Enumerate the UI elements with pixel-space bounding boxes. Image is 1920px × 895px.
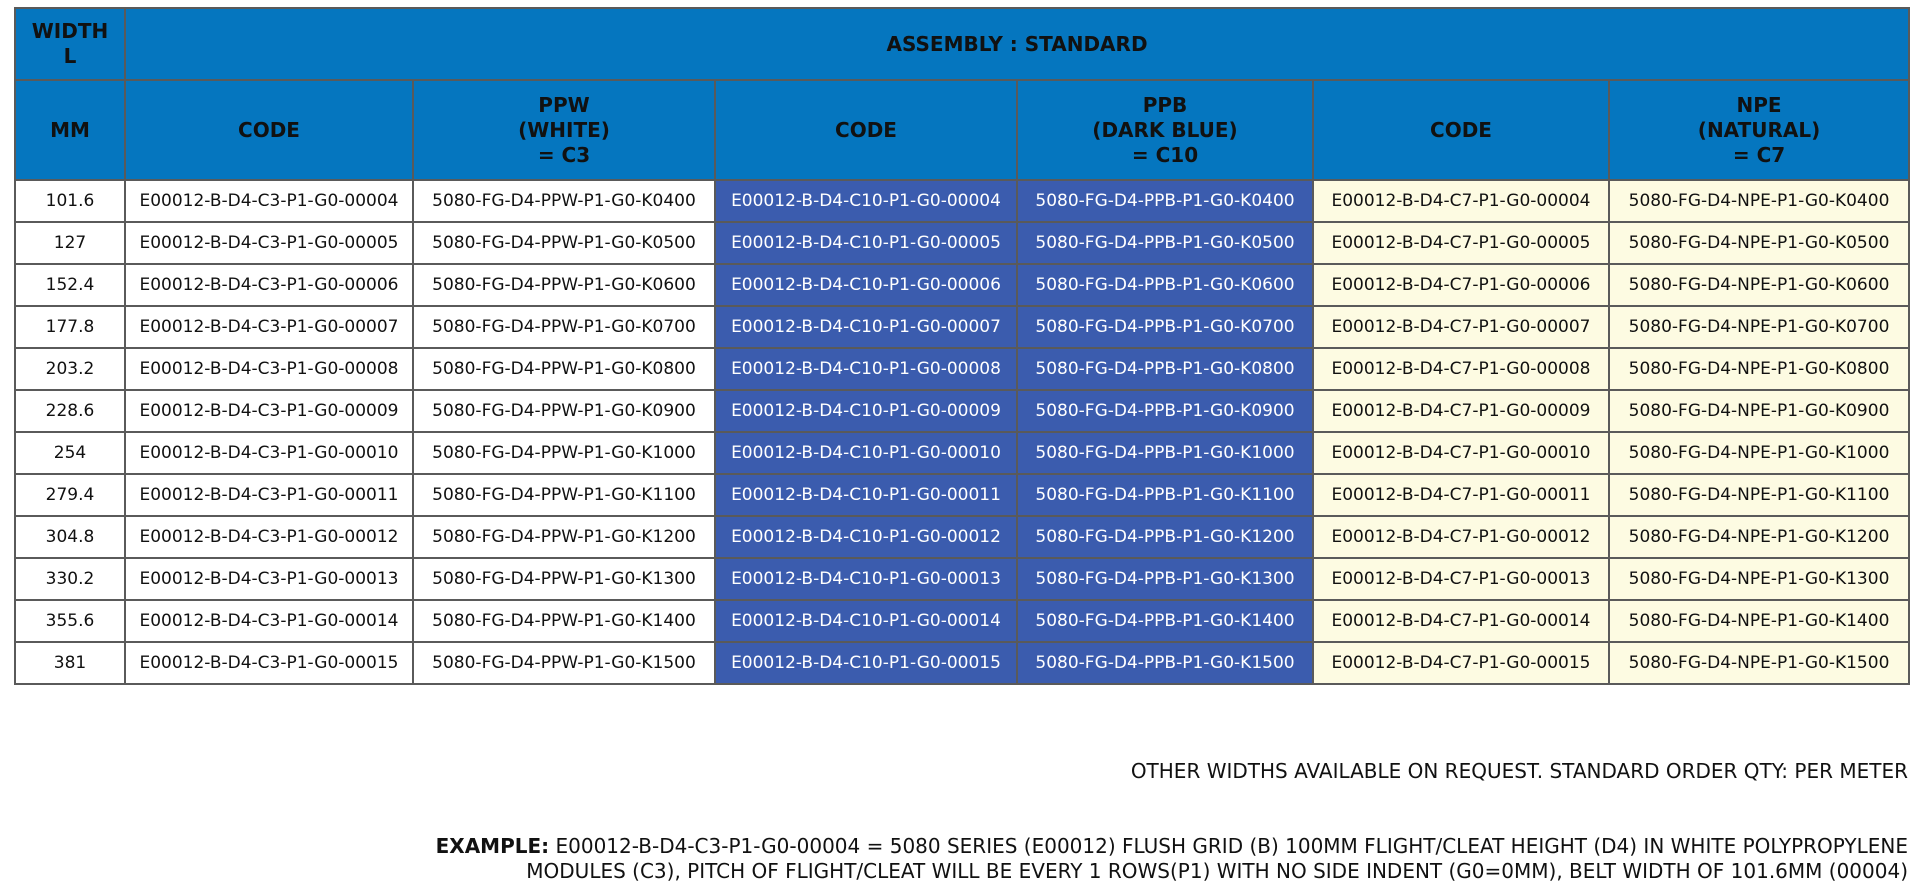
table-row	[15, 558, 1909, 600]
npe-part-cell: 5080-FG-D4-NPE-P1-G0-K1200	[1609, 516, 1909, 558]
npe-part-cell: 5080-FG-D4-NPE-P1-G0-K0400	[1609, 180, 1909, 222]
width-mm-cell: 381	[15, 642, 125, 684]
npe-part-cell: 5080-FG-D4-NPE-P1-G0-K1100	[1609, 474, 1909, 516]
ppb-part-cell: 5080-FG-D4-PPB-P1-G0-K1200	[1017, 516, 1313, 558]
npe-code-header: CODE	[1313, 80, 1609, 180]
width-header: WIDTH L	[15, 8, 125, 80]
ppw-code-cell: E00012-B-D4-C3-P1-G0-00015	[125, 642, 413, 684]
example-line-2: MODULES (C3), PITCH OF FLIGHT/CLEAT WILL BE EVERY 1 ROWS(P1) WITH NO SIDE INDENT (G0=0MM), BELT WIDTH OF 101.6MM (00004)	[526, 859, 1908, 883]
width-mm-cell: 101.6	[15, 180, 125, 222]
ppw-code-cell: E00012-B-D4-C3-P1-G0-00013	[125, 558, 413, 600]
npe-code-cell: E00012-B-D4-C7-P1-G0-00005	[1313, 222, 1609, 264]
npe-part-cell: 5080-FG-D4-NPE-P1-G0-K0500	[1609, 222, 1909, 264]
header-row-top	[15, 8, 1909, 80]
header-row-columns	[15, 80, 1909, 180]
ppb-part-cell: 5080-FG-D4-PPB-P1-G0-K0600	[1017, 264, 1313, 306]
table-row	[15, 264, 1909, 306]
table-row	[15, 474, 1909, 516]
ppb-part-cell: 5080-FG-D4-PPB-P1-G0-K1100	[1017, 474, 1313, 516]
ppb-code-cell: E00012-B-D4-C10-P1-G0-00004	[715, 180, 1017, 222]
npe-code-cell: E00012-B-D4-C7-P1-G0-00014	[1313, 600, 1609, 642]
npe-part-cell: 5080-FG-D4-NPE-P1-G0-K1400	[1609, 600, 1909, 642]
ppb-part-cell: 5080-FG-D4-PPB-P1-G0-K1000	[1017, 432, 1313, 474]
table-row	[15, 432, 1909, 474]
table-row	[15, 348, 1909, 390]
ppw-part-cell: 5080-FG-D4-PPW-P1-G0-K1400	[413, 600, 715, 642]
npe-header: NPE (NATURAL) = C7	[1609, 80, 1909, 180]
example-note	[58, 834, 1908, 884]
mm-header: MM	[15, 80, 125, 180]
ppb-code-cell: E00012-B-D4-C10-P1-G0-00011	[715, 474, 1017, 516]
npe-part-cell: 5080-FG-D4-NPE-P1-G0-K0900	[1609, 390, 1909, 432]
ppw-code-cell: E00012-B-D4-C3-P1-G0-00014	[125, 600, 413, 642]
table-row	[15, 222, 1909, 264]
width-mm-cell: 355.6	[15, 600, 125, 642]
ppb-part-cell: 5080-FG-D4-PPB-P1-G0-K0700	[1017, 306, 1313, 348]
ppb-header: PPB (DARK BLUE) = C10	[1017, 80, 1313, 180]
ppw-code-cell: E00012-B-D4-C3-P1-G0-00004	[125, 180, 413, 222]
npe-code-cell: E00012-B-D4-C7-P1-G0-00011	[1313, 474, 1609, 516]
npe-code-cell: E00012-B-D4-C7-P1-G0-00015	[1313, 642, 1609, 684]
npe-code-cell: E00012-B-D4-C7-P1-G0-00012	[1313, 516, 1609, 558]
npe-code-cell: E00012-B-D4-C7-P1-G0-00013	[1313, 558, 1609, 600]
npe-code-cell: E00012-B-D4-C7-P1-G0-00006	[1313, 264, 1609, 306]
other-widths-note: OTHER WIDTHS AVAILABLE ON REQUEST. STANDARD ORDER QTY: PER METER	[1130, 759, 1908, 783]
ppb-code-header: CODE	[715, 80, 1017, 180]
npe-code-cell: E00012-B-D4-C7-P1-G0-00004	[1313, 180, 1609, 222]
ppw-part-cell: 5080-FG-D4-PPW-P1-G0-K1200	[413, 516, 715, 558]
ppb-code-cell: E00012-B-D4-C10-P1-G0-00010	[715, 432, 1017, 474]
width-mm-cell: 330.2	[15, 558, 125, 600]
ppw-code-cell: E00012-B-D4-C3-P1-G0-00008	[125, 348, 413, 390]
ppb-part-cell: 5080-FG-D4-PPB-P1-G0-K0800	[1017, 348, 1313, 390]
ppw-code-cell: E00012-B-D4-C3-P1-G0-00006	[125, 264, 413, 306]
npe-part-cell: 5080-FG-D4-NPE-P1-G0-K0600	[1609, 264, 1909, 306]
table-row	[15, 600, 1909, 642]
ppw-part-cell: 5080-FG-D4-PPW-P1-G0-K0800	[413, 348, 715, 390]
table-row	[15, 180, 1909, 222]
ppw-header: PPW (WHITE) = C3	[413, 80, 715, 180]
width-mm-cell: 304.8	[15, 516, 125, 558]
npe-part-cell: 5080-FG-D4-NPE-P1-G0-K0800	[1609, 348, 1909, 390]
npe-part-cell: 5080-FG-D4-NPE-P1-G0-K0700	[1609, 306, 1909, 348]
table-row	[15, 642, 1909, 684]
width-mm-cell: 177.8	[15, 306, 125, 348]
ppw-part-cell: 5080-FG-D4-PPW-P1-G0-K0400	[413, 180, 715, 222]
ppw-code-cell: E00012-B-D4-C3-P1-G0-00011	[125, 474, 413, 516]
ppb-part-cell: 5080-FG-D4-PPB-P1-G0-K0400	[1017, 180, 1313, 222]
ppb-code-cell: E00012-B-D4-C10-P1-G0-00005	[715, 222, 1017, 264]
example-label: EXAMPLE:	[435, 834, 550, 858]
ppw-part-cell: 5080-FG-D4-PPW-P1-G0-K0600	[413, 264, 715, 306]
npe-part-cell: 5080-FG-D4-NPE-P1-G0-K1300	[1609, 558, 1909, 600]
ppb-code-cell: E00012-B-D4-C10-P1-G0-00008	[715, 348, 1017, 390]
ppb-part-cell: 5080-FG-D4-PPB-P1-G0-K0900	[1017, 390, 1313, 432]
ppb-code-cell: E00012-B-D4-C10-P1-G0-00012	[715, 516, 1017, 558]
width-mm-cell: 203.2	[15, 348, 125, 390]
ppb-code-cell: E00012-B-D4-C10-P1-G0-00009	[715, 390, 1017, 432]
ppw-code-header: CODE	[125, 80, 413, 180]
width-mm-cell: 127	[15, 222, 125, 264]
table-row	[15, 306, 1909, 348]
example-text-1: E00012-B-D4-C3-P1-G0-00004 = 5080 SERIES (E00012) FLUSH GRID (B) 100MM FLIGHT/CLEAT HEIGHT (D4) IN WHITE POLYPROPYLENE	[555, 834, 1908, 858]
ppw-part-cell: 5080-FG-D4-PPW-P1-G0-K0500	[413, 222, 715, 264]
ppb-code-cell: E00012-B-D4-C10-P1-G0-00006	[715, 264, 1017, 306]
width-mm-cell: 254	[15, 432, 125, 474]
ppb-code-cell: E00012-B-D4-C10-P1-G0-00014	[715, 600, 1017, 642]
width-mm-cell: 228.6	[15, 390, 125, 432]
width-mm-cell: 279.4	[15, 474, 125, 516]
table-row	[15, 516, 1909, 558]
ppb-code-cell: E00012-B-D4-C10-P1-G0-00007	[715, 306, 1017, 348]
table-body	[15, 180, 1909, 684]
ppw-code-cell: E00012-B-D4-C3-P1-G0-00009	[125, 390, 413, 432]
npe-code-cell: E00012-B-D4-C7-P1-G0-00010	[1313, 432, 1609, 474]
ppw-code-cell: E00012-B-D4-C3-P1-G0-00007	[125, 306, 413, 348]
ppw-part-cell: 5080-FG-D4-PPW-P1-G0-K1300	[413, 558, 715, 600]
ppb-part-cell: 5080-FG-D4-PPB-P1-G0-K1300	[1017, 558, 1313, 600]
ppb-code-cell: E00012-B-D4-C10-P1-G0-00013	[715, 558, 1017, 600]
npe-part-cell: 5080-FG-D4-NPE-P1-G0-K1000	[1609, 432, 1909, 474]
ppb-part-cell: 5080-FG-D4-PPB-P1-G0-K1500	[1017, 642, 1313, 684]
npe-code-cell: E00012-B-D4-C7-P1-G0-00008	[1313, 348, 1609, 390]
ppw-part-cell: 5080-FG-D4-PPW-P1-G0-K0900	[413, 390, 715, 432]
ppw-part-cell: 5080-FG-D4-PPW-P1-G0-K1000	[413, 432, 715, 474]
example-line-1	[58, 834, 1908, 859]
assembly-header: ASSEMBLY : STANDARD	[125, 8, 1909, 80]
ppb-code-cell: E00012-B-D4-C10-P1-G0-00015	[715, 642, 1017, 684]
ppb-part-cell: 5080-FG-D4-PPB-P1-G0-K1400	[1017, 600, 1313, 642]
ppw-code-cell: E00012-B-D4-C3-P1-G0-00010	[125, 432, 413, 474]
ppb-part-cell: 5080-FG-D4-PPB-P1-G0-K0500	[1017, 222, 1313, 264]
ppw-part-cell: 5080-FG-D4-PPW-P1-G0-K1500	[413, 642, 715, 684]
ppw-part-cell: 5080-FG-D4-PPW-P1-G0-K1100	[413, 474, 715, 516]
belt-spec-table	[14, 7, 1910, 685]
ppw-code-cell: E00012-B-D4-C3-P1-G0-00012	[125, 516, 413, 558]
width-mm-cell: 152.4	[15, 264, 125, 306]
npe-code-cell: E00012-B-D4-C7-P1-G0-00007	[1313, 306, 1609, 348]
table-row	[15, 390, 1909, 432]
npe-part-cell: 5080-FG-D4-NPE-P1-G0-K1500	[1609, 642, 1909, 684]
ppw-code-cell: E00012-B-D4-C3-P1-G0-00005	[125, 222, 413, 264]
npe-code-cell: E00012-B-D4-C7-P1-G0-00009	[1313, 390, 1609, 432]
ppw-part-cell: 5080-FG-D4-PPW-P1-G0-K0700	[413, 306, 715, 348]
